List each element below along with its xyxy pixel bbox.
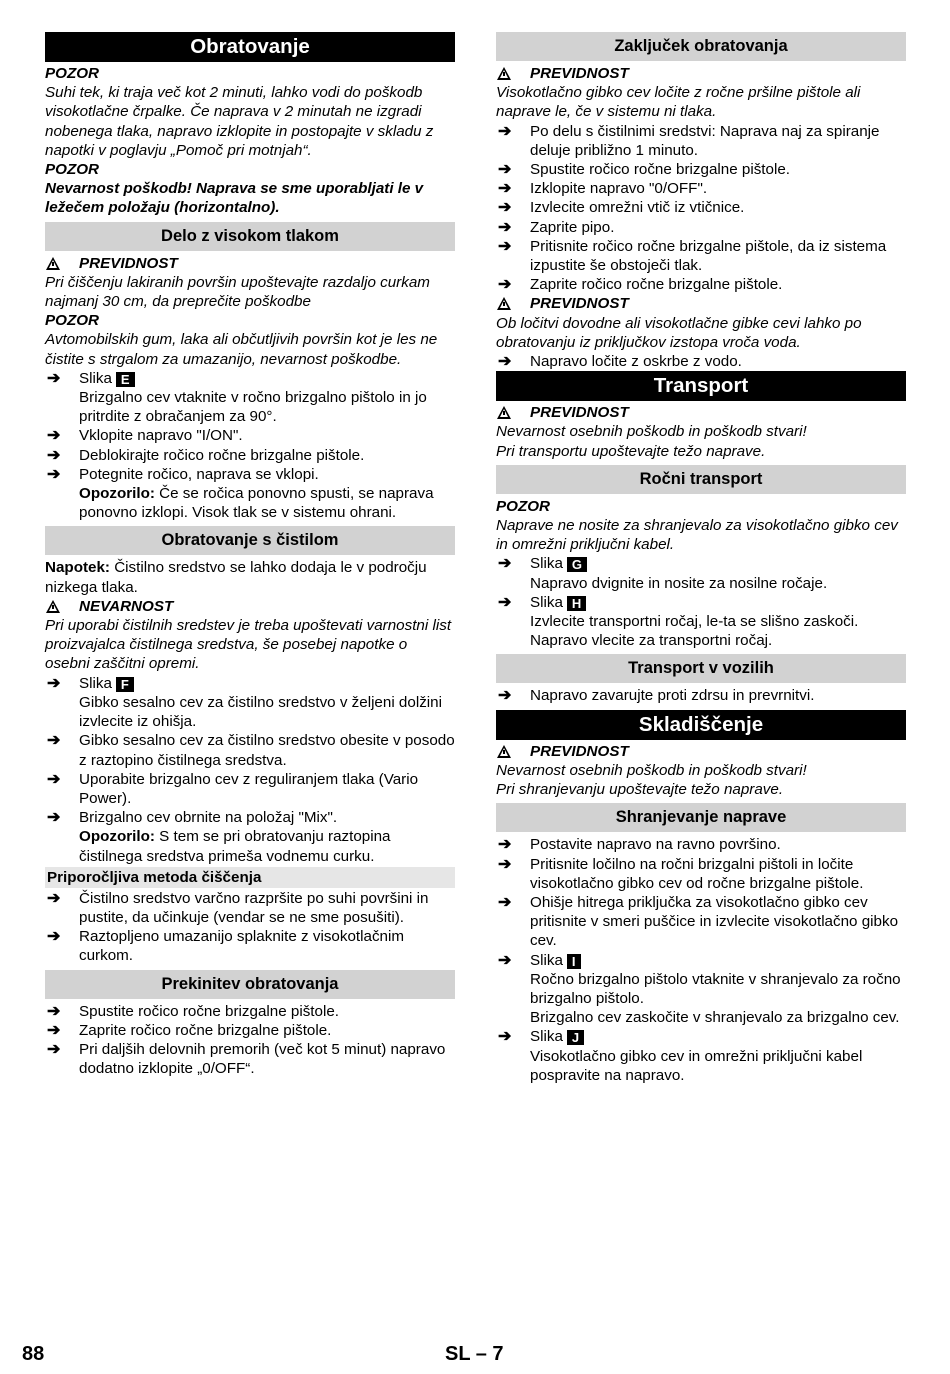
napotek: Napotek: Čistilno sredstvo se lahko dodaja le v področju nizkega tlaka. [45,559,427,596]
heading-shranjevanje-naprave: Shranjevanje naprave [496,803,906,832]
arrow-icon: ➔ [47,928,61,946]
arrow-icon: ➔ [498,687,512,705]
heading-rocni-transport: Ročni transport [496,465,906,494]
arrow-icon: ➔ [498,199,512,217]
step-text: Napravo vlecite za transportni ročaj. [530,632,773,650]
warning-text: Nevarnost osebnih poškodb in poškodb stvari! [496,423,807,441]
heading-transport-v-vozilih: Transport v vozilih [496,654,906,683]
arrow-icon: ➔ [498,893,512,911]
note: Opozorilo: S tem se pri obratovanju raztopina čistilnega sredstva primeša vodnemu curku. [79,828,391,865]
warning-text: Pri transportu upoštevajte težo naprave. [496,442,766,460]
arrow-icon: ➔ [47,465,61,483]
step: ➔ Zaprite ročico ročne brizgalne pištole. [498,276,783,294]
step-figure: ➔ Slika E [45,369,455,388]
heading-skladiscenje: Skladiščenje [496,710,906,740]
arrow-icon: ➔ [47,889,61,907]
heading-obratovanje: Obratovanje [45,32,455,62]
step-figure: ➔ Slika F [45,674,455,693]
warning-text: Ob ločitvi dovodne ali visokotlačne gibke cevi lahko po obratovanju iz priključkov izstopa vroča voda. [496,314,862,351]
pozor-text: Naprave ne nosite za shranjevalo za visokotlačno gibko cev in omrežni priključni kabel. [496,517,898,554]
step-text: Brizgalno cev zaskočite v shranjevalo za brizgalno cev. [530,1009,900,1027]
step: ➔ Čistilno sredstvo varčno razpršite po suhi površini in pustite, da učinkuje (vendar se ne sme posušiti). [47,889,429,926]
figure-badge: I [567,954,581,969]
arrow-icon: ➔ [498,237,512,255]
step-text: Visokotlačno gibko cev in omrežni priključni kabel pospravite na napravo. [530,1047,863,1084]
heading-priporocljiva-metoda: Priporočljiva metoda čiščenja [45,867,455,888]
page-number: 88 [22,1343,45,1365]
step: ➔ Pritisnite ročico ročne brizgalne pištole, da iz sistema izpustite še obstoječi tlak. [498,237,887,275]
pozor-label: POZOR [45,312,100,330]
right-column [496,32,906,1085]
step-text: Gibko sesalno cev za čistilno sredstvo v željeni dolžini izvlecite iz ohišja. [79,693,442,731]
arrow-icon: ➔ [47,446,61,464]
step-text: Izvlecite transportni ročaj, le-ta se slišno zaskoči. [530,613,859,631]
step: ➔ Deblokirajte ročico ročne brizgalne pištole. [47,446,365,464]
arrow-icon: ➔ [47,1002,61,1020]
arrow-icon: ➔ [47,427,61,445]
step: ➔ Brizgalno cev obrnite na položaj "Mix". [47,809,338,827]
pozor-text: Suhi tek, ki traja več kot 2 minuti, lahko vodi do poškodb visokotlačne črpalke. Če naprava v 2 minutah ne izgradi nobenega tlaka, napravo izklopite in postopajte v skladu z napotki v poglavju „Pomoč pri motnjah“. [45,84,434,159]
step: ➔ Postavite napravo na ravno površino. [498,836,781,854]
heading-prekinitev-obratovanja: Prekinitev obratovanja [45,970,455,999]
arrow-icon: ➔ [498,218,512,236]
step-figure: ➔ Slika G [496,554,906,573]
step: ➔ Potegnite ročico, naprava se vklopi. [47,465,319,483]
warning-label: PREVIDNOST [496,294,906,313]
warning-triangle-icon [497,406,511,419]
step: ➔ Pri daljših delovnih premorih (več kot 5 minut) napravo dodatno izklopite „0/OFF“. [47,1040,446,1078]
left-column [45,32,455,1078]
arrow-icon: ➔ [498,180,512,198]
warning-text: Nevarnost osebnih poškodb in poškodb stvari! [496,761,807,779]
warning-triangle-icon [497,67,511,80]
step: ➔ Uporabite brizgalno cev z reguliranjem tlaka (Vario Power). [47,770,419,807]
heading-transport: Transport [496,371,906,401]
page-code: SL – 7 [445,1343,504,1365]
heading-zakljucek-obratovanja: Zaključek obratovanja [496,32,906,61]
step: ➔ Gibko sesalno cev za čistilno sredstvo obesite v posodo z raztopino čistilnega sredstva. [47,732,455,769]
step-text: Ročno brizgalno pištolo vtaknite v shranjevalo za ročno brizgalno pištolo. [530,970,901,1007]
step: ➔ Izvlecite omrežni vtič iz vtičnice. [498,199,745,217]
step-text: Napravo dvignite in nosite za nosilne ročaje. [530,574,828,592]
arrow-icon: ➔ [498,161,512,179]
arrow-icon: ➔ [47,369,61,387]
figure-badge: F [116,677,134,692]
warning-label: PREVIDNOST [496,403,906,422]
arrow-icon: ➔ [498,353,512,371]
warning-triangle-icon [46,600,60,613]
step: ➔ Izklopite napravo "0/OFF". [498,180,708,198]
step: ➔ Napravo zavarujte proti zdrsu in prevrnitvi. [498,687,815,705]
pozor-text: Nevarnost poškodb! Naprava se sme uporabljati le v ležečem položaju (horizontalno). [45,180,424,217]
warning-text: Visokotlačno gibko cev ločite z ročne pršilne pištole ali naprave le, če v sistemu ni tlaka. [496,84,861,121]
step: ➔ Napravo ločite z oskrbe z vodo. [498,353,742,371]
pozor-label: POZOR [496,497,551,515]
danger-text: Pri uporabi čistilnih sredstev je treba upoštevati varnostni list proizvajalca čistilnega sredstva, še posebej napotke o osebni zaščitni opremi. [45,617,452,673]
arrow-icon: ➔ [47,770,61,788]
arrow-icon: ➔ [47,809,61,827]
heading-delo-z-visokom-tlakom: Delo z visokom tlakom [45,222,455,251]
pozor-label: POZOR [45,65,100,82]
figure-badge: G [567,557,587,572]
step: ➔ Pritisnite ločilno na ročni brizgalni pištoli in ločite visokotlačno gibko cev od ročne brizgalne pištole. [498,855,864,892]
warning-triangle-icon [497,297,511,310]
arrow-icon: ➔ [47,732,61,750]
arrow-icon: ➔ [498,122,512,140]
step: ➔ Vklopite napravo "I/ON". [47,427,243,445]
arrow-icon: ➔ [47,1021,61,1039]
step: ➔ Zaprite ročico ročne brizgalne pištole. [47,1021,332,1039]
warning-text: Pri čiščenju lakiranih površin upoštevajte razdaljo curkam najmanj 30 cm, da preprečite poškodbe [45,273,430,311]
arrow-icon: ➔ [498,555,512,573]
warning-label: PREVIDNOST [45,254,455,273]
step-figure: ➔ Slika J [496,1027,906,1046]
warning-label: PREVIDNOST [496,742,906,761]
arrow-icon: ➔ [498,1028,512,1046]
warning-triangle-icon [46,257,60,270]
figure-badge: J [567,1030,584,1045]
note: Opozorilo: Če se ročica ponovno spusti, se naprava ponovno izklopi. Visok tlak se v sistemu ohrani. [79,485,434,522]
heading-obratovanje-s-cistilom: Obratovanje s čistilom [45,526,455,555]
step-text: Brizgalno cev vtaknite v ročno brizgalno pištolo in jo pritrdite z obračanjem za 90°. [79,389,427,426]
pozor-text: Avtomobilskih gum, laka ali občutljivih površin kot je les ne čistite s strgalom za umazanijo, nevarnost poškodbe. [45,331,438,368]
arrow-icon: ➔ [498,593,512,611]
warning-triangle-icon [497,745,511,758]
pozor-label: POZOR [45,161,100,179]
danger-label: NEVARNOST [45,597,455,616]
arrow-icon: ➔ [47,674,61,692]
step-figure: ➔ Slika H [496,593,906,612]
step: ➔ Spustite ročico ročne brizgalne pištole. [47,1002,340,1020]
figure-badge: H [567,596,586,611]
warning-label: PREVIDNOST [496,64,906,83]
arrow-icon: ➔ [47,1040,61,1058]
step: ➔ Ohišje hitrega priključka za visokotlačno gibko cev pritisnite v smeri puščice in izvlecite visokotlačno gibko cev. [498,893,899,950]
step: ➔ Spustite ročico ročne brizgalne pištole. [498,161,791,179]
arrow-icon: ➔ [498,855,512,873]
step: ➔ Po delu s čistilnimi sredstvi: Naprava naj za spiranje deluje približno 1 minuto. [498,122,880,159]
step-figure: ➔ Slika I [496,951,906,970]
step: ➔ Zaprite pipo. [498,218,615,236]
figure-badge: E [116,372,135,387]
warning-text: Pri shranjevanju upoštevajte težo naprave. [496,781,784,799]
arrow-icon: ➔ [498,951,512,969]
arrow-icon: ➔ [498,276,512,294]
step: ➔ Raztopljeno umazanijo splaknite z visokotlačnim curkom. [47,928,405,965]
arrow-icon: ➔ [498,836,512,854]
